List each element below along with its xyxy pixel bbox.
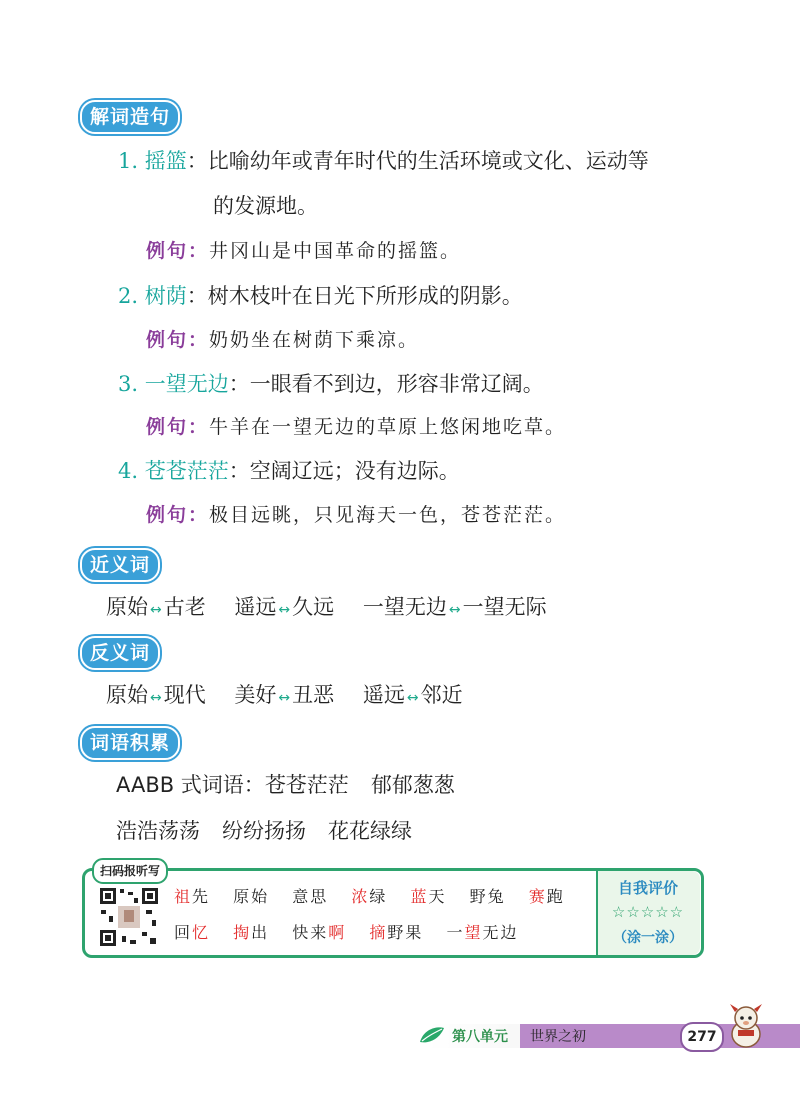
entry-4-colon: ：	[228, 459, 250, 483]
synonym-b-2: 久远	[292, 595, 335, 619]
word-11-red: 摘	[369, 923, 388, 942]
entry-4-example	[146, 500, 566, 530]
entry-2-colon: ：	[186, 284, 208, 308]
entry-1-example-text: 井冈山是中国革命的摇篮。	[209, 240, 462, 262]
footer-unit: 第八单元	[452, 1029, 508, 1045]
aabb-word-5: 花花绿绿	[328, 819, 412, 843]
word-10-pre: 快来	[292, 923, 329, 942]
antonym-b-3: 邻近	[420, 683, 463, 707]
aabb-label: AABB 式词语：	[116, 773, 265, 797]
entry-2-example	[146, 325, 419, 355]
entry-4	[118, 456, 460, 486]
entry-1-example	[146, 236, 461, 266]
accumulate-line-2	[116, 816, 412, 846]
leaf-icon	[418, 1024, 446, 1046]
word-7-red: 赛	[528, 887, 547, 906]
entry-3-term: 一望无边	[144, 372, 229, 396]
double-arrow-icon: ↔	[406, 690, 419, 706]
self-evaluation-title: 自我评价	[617, 879, 678, 897]
double-arrow-icon: ↔	[448, 602, 461, 618]
entry-1-example-label: 例句：	[146, 240, 210, 262]
double-arrow-icon: ↔	[150, 602, 162, 618]
entry-1-def-cont: 的发源地。	[213, 194, 318, 218]
antonym-a-3: 遥远	[362, 683, 405, 707]
entry-4-num: 4.	[118, 459, 139, 483]
synonym-b-3: 一望无际	[462, 595, 547, 619]
entry-1-def: 比喻幼年或青年时代的生活环境或文化、运动等	[207, 149, 649, 173]
entry-3-example-label: 例句：	[146, 416, 210, 438]
entry-2-example-text: 奶奶坐在树荫下乘凉。	[209, 329, 420, 351]
aabb-word-4: 纷纷扬扬	[222, 819, 306, 843]
synonym-b-1: 古老	[163, 595, 206, 619]
word-5-red: 蓝	[410, 887, 429, 906]
double-arrow-icon: ↔	[278, 690, 291, 706]
entry-2-num: 2.	[118, 284, 139, 308]
self-evaluation-note: （涂一涂）	[613, 930, 683, 946]
antonym-b-1: 现代	[163, 683, 206, 707]
word-9: 出	[251, 923, 270, 942]
word-1-red: 祖	[174, 887, 193, 906]
self-evaluation	[596, 871, 700, 955]
star-rating[interactable]: ☆☆☆☆☆	[611, 903, 685, 921]
word-6: 野兔	[469, 887, 506, 906]
entry-4-def: 空阔辽远；没有边际。	[249, 459, 460, 483]
scan-dictation-tag[interactable]: 扫码报听写	[92, 858, 168, 884]
aabb-word-1: 苍苍茫茫	[264, 773, 349, 797]
entry-3-def: 一眼看不到边，形容非常辽阔。	[249, 372, 544, 396]
accumulate-line-1	[116, 770, 455, 800]
word-9-red: 掏	[233, 923, 252, 942]
qr-code-icon[interactable]	[98, 886, 160, 948]
antonym-a-2: 美好	[234, 683, 277, 707]
word-4-red: 浓	[351, 887, 370, 906]
word-8-pre: 回	[174, 923, 193, 942]
antonym-a-1: 原始	[106, 683, 148, 707]
word-5: 天	[428, 887, 447, 906]
entry-1-term: 摇篮	[144, 149, 187, 173]
word-12-red: 望	[464, 923, 483, 942]
entry-4-term: 苍苍茫茫	[144, 459, 229, 483]
dictation-row-2	[174, 920, 519, 943]
section-title-antonyms: 反义词	[80, 636, 160, 670]
entry-2-def: 树木枝叶在日光下所形成的阴影。	[207, 284, 523, 308]
word-7: 跑	[546, 887, 565, 906]
entry-3-num: 3.	[118, 372, 139, 396]
section-title-synonyms: 近义词	[80, 548, 160, 582]
synonym-a-3: 一望无边	[362, 595, 447, 619]
double-arrow-icon: ↔	[278, 602, 291, 618]
footer-title: 世界之初	[530, 1029, 586, 1045]
word-3: 意思	[292, 887, 329, 906]
entry-3-example-text: 牛羊在一望无边的草原上悠闲地吃草。	[209, 416, 567, 438]
entry-3-colon: ：	[228, 372, 250, 396]
dictation-row-1	[174, 884, 565, 907]
entry-4-example-text: 极目远眺，只见海天一色，苍苍茫茫。	[209, 504, 567, 526]
page-number: 277	[680, 1022, 724, 1052]
word-2: 原始	[233, 887, 270, 906]
word-8-red: 忆	[192, 923, 211, 942]
entry-1	[118, 146, 649, 176]
section-title-accumulate: 词语积累	[80, 726, 180, 760]
aabb-word-2: 郁郁葱葱	[370, 773, 455, 797]
entry-3-example	[146, 412, 566, 442]
word-1: 先	[192, 887, 211, 906]
word-10-red: 啊	[328, 923, 347, 942]
aabb-word-3: 浩浩荡荡	[116, 819, 200, 843]
word-12-pre: 一	[446, 923, 465, 942]
mascot-icon	[722, 1000, 770, 1050]
entry-2-example-label: 例句：	[146, 329, 210, 351]
entry-3	[118, 369, 544, 399]
double-arrow-icon: ↔	[150, 690, 162, 706]
word-4: 绿	[369, 887, 388, 906]
section-title-explain: 解词造句	[80, 100, 180, 134]
word-12: 无边	[482, 923, 519, 942]
antonym-list	[106, 680, 463, 713]
antonym-b-2: 丑恶	[292, 683, 335, 707]
word-11: 野果	[387, 923, 424, 942]
synonym-a-2: 遥远	[234, 595, 277, 619]
synonym-a-1: 原始	[106, 595, 148, 619]
entry-2-term: 树荫	[144, 284, 187, 308]
synonym-list	[106, 592, 547, 625]
entry-1-num: 1.	[118, 149, 139, 173]
entry-2	[118, 281, 523, 311]
entry-1-colon: ：	[186, 149, 208, 173]
entry-4-example-label: 例句：	[146, 504, 210, 526]
